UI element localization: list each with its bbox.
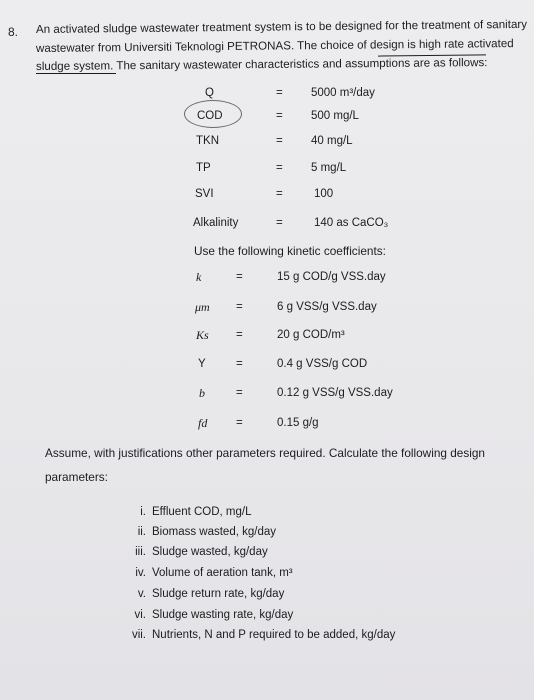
kinetic-value: 0.15 g/g (277, 417, 319, 429)
char-eq: = (276, 110, 283, 122)
char-eq: = (276, 217, 283, 229)
list-number: ii. (137, 526, 146, 538)
kinetic-symbol: μm (195, 300, 210, 314)
kinetic-symbol: Y (198, 358, 206, 370)
list-item: Volume of aeration tank, m³ (152, 567, 293, 579)
char-value: 500 mg/L (311, 110, 359, 122)
kinetic-eq: = (236, 358, 243, 370)
list-number: iv. (135, 567, 146, 579)
kinetic-eq: = (236, 417, 243, 429)
char-eq: = (276, 188, 283, 200)
char-eq: = (276, 162, 283, 174)
question-number: 8. (8, 25, 19, 39)
list-item: Sludge wasting rate, kg/day (152, 609, 294, 621)
char-name: SVI (195, 188, 214, 200)
char-name: Alkalinity (193, 217, 239, 229)
kinetic-eq: = (236, 387, 243, 399)
intro-line-3: sludge system. The sanitary wastewater characteristics and assumptions are as follows: (35, 56, 488, 73)
char-value: 5000 m³/day (311, 87, 375, 99)
list-number: v. (137, 588, 146, 600)
kinetic-value: 0.4 g VSS/g COD (277, 358, 368, 370)
list-item: Sludge return rate, kg/day (152, 588, 285, 600)
char-name: COD (197, 110, 223, 122)
kinetic-eq: = (236, 329, 243, 341)
char-name: Q (205, 87, 214, 99)
list-item: Effluent COD, mg/L (152, 506, 252, 518)
char-value: 100 (314, 188, 334, 200)
kinetic-symbol: k (196, 270, 202, 284)
char-name: TP (196, 162, 211, 174)
list-number: iii. (135, 546, 146, 558)
kinetic-value: 15 g COD/g VSS.day (277, 271, 386, 283)
kinetic-value: 6 g VSS/g VSS.day (277, 301, 377, 313)
char-name: TKN (196, 135, 219, 147)
list-number: vii. (131, 629, 146, 641)
assume-line-1: Assume, with justifications other parameters required. Calculate the following design (45, 446, 485, 460)
kinetic-eq: = (236, 271, 243, 283)
char-value: 5 mg/L (311, 162, 347, 174)
char-eq: = (276, 135, 283, 147)
list-item: Nutrients, N and P required to be added, kg/day (152, 629, 396, 641)
kinetic-symbol: Ks (196, 328, 209, 342)
kinetic-symbol: fd (198, 416, 208, 430)
kinetic-symbol: b (199, 386, 205, 400)
assume-line-2: parameters: (45, 470, 108, 484)
intro-line-2: wastewater from Universiti Teknologi PETRONAS. The choice of design is high rate activated (35, 36, 514, 55)
char-eq: = (276, 87, 283, 99)
kinetic-value: 20 g COD/m³ (277, 329, 345, 341)
list-number: i. (140, 506, 146, 518)
list-item: Sludge wasted, kg/day (152, 546, 268, 558)
kinetic-eq: = (236, 301, 243, 313)
intro-line-1: An activated sludge wastewater treatment system is to be designed for the treatment of sanitary (35, 17, 528, 36)
kinetic-intro: Use the following kinetic coefficients: (194, 244, 386, 258)
kinetic-value: 0.12 g VSS/g VSS.day (277, 387, 393, 399)
char-value: 140 as CaCO₃ (314, 217, 389, 229)
list-number: vi. (134, 609, 146, 621)
char-value: 40 mg/L (311, 135, 353, 147)
list-item: Biomass wasted, kg/day (152, 526, 277, 538)
handwritten-underline (36, 73, 116, 74)
